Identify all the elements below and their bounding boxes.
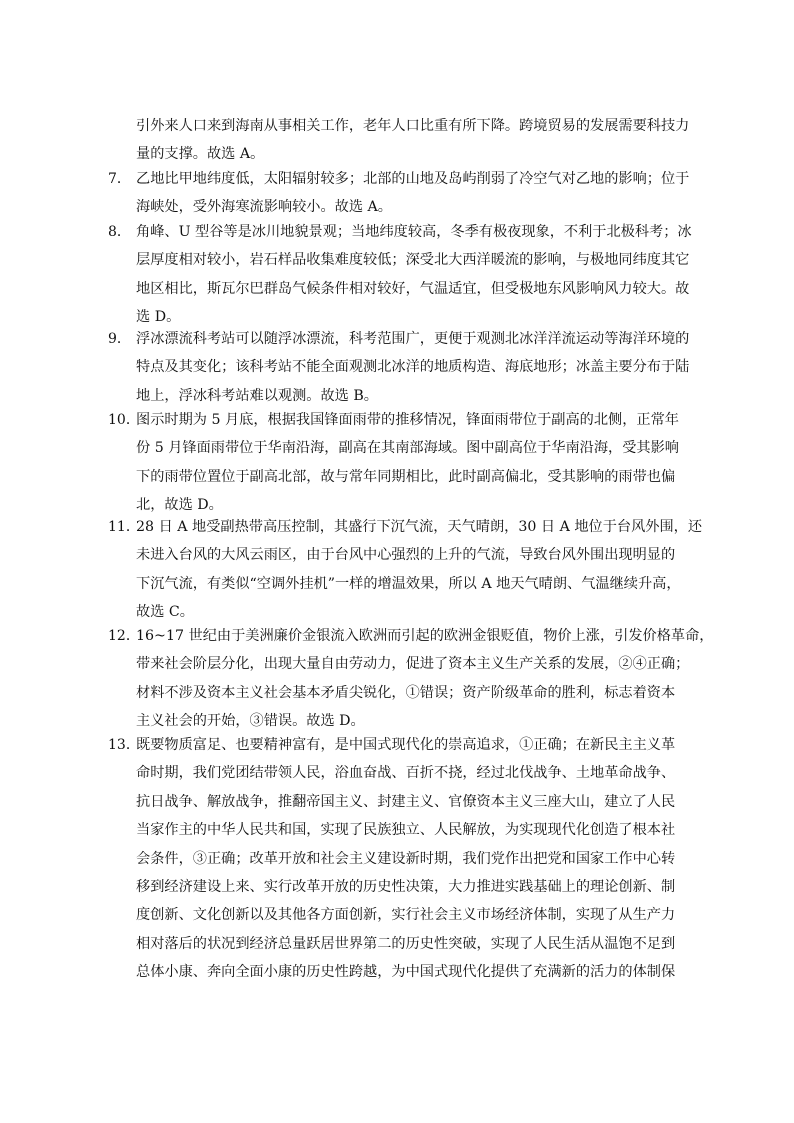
- item-number: 11．: [108, 519, 140, 535]
- text-line: 既要物质富足、也要精神富有，是中国式现代化的崇高追求，①正确；在新民主主义革: [136, 737, 676, 753]
- item-number: 9．: [108, 331, 131, 347]
- answer-body: [108, 112, 688, 169]
- answer-body: [108, 218, 692, 332]
- text-line: 乙地比甲地纬度低，太阳辐射较多；北部的山地及岛屿削弱了冷空气对乙地的影响；位于: [136, 171, 690, 187]
- item-number: 13．: [108, 737, 140, 753]
- text-line: 份 5 月锋面雨带位于华南沿海，副高在其南部海域。图中副高位于华南沿海，受其影响: [136, 440, 679, 457]
- answer-item-7: [108, 165, 688, 222]
- text-line: 抗日战争、解放战争，推翻帝国主义、封建主义、官僚资本主义三座大山，建立了人民: [136, 793, 676, 810]
- answer-item-13: [108, 731, 688, 987]
- text-line: 带来社会阶层分化，出现大量自由劳动力，促进了资本主义生产关系的发展，②④正确；: [136, 656, 690, 673]
- text-line: 16~17 世纪由于美洲廉价金银流入欧洲而引起的欧洲金银贬值，物价上涨，引发价格革命，: [136, 628, 714, 644]
- text-line: 图示时期为 5 月底，根据我国锋面雨带的推移情况，锋面雨带位于副高的北侧，正常年: [136, 412, 679, 428]
- text-line: 引外来人口来到海南从事相关工作，老年人口比重有所下降。跨境贸易的发展需要科技力: [136, 118, 690, 134]
- text-line: 浮冰漂流科考站可以随浮冰漂流，科考范围广，更便于观测北冰洋洋流运动等海洋环境的: [136, 331, 690, 347]
- answer-item-11: [108, 513, 703, 627]
- text-line: 移到经济建设上来、实行改革开放的历史性决策，大力推进实践基础上的理论创新、制: [136, 878, 676, 895]
- text-line: 下沉气流，有类似“空调外挂机”一样的增温效果，所以 A 地天气晴朗、气温继续升高，: [136, 575, 681, 592]
- text-line: 主义社会的开始，③错误。故选 D。: [136, 713, 365, 730]
- item-number: 12．: [108, 628, 140, 644]
- item-number: 7．: [108, 171, 131, 187]
- text-line: 度创新、文化创新以及其他各方面创新，实行社会主义市场经济体制，实现了从生产力: [136, 907, 676, 924]
- text-line: 特点及其变化；该科考站不能全面观测北冰洋的地质构造、海底地形；冰盖主要分布于陆: [136, 359, 690, 376]
- text-line: 命时期，我们党团结带领人民，浴血奋战、百折不挠，经过北伐战争、土地革命战争、: [136, 765, 676, 782]
- text-line: 会条件，③正确；改革开放和社会主义建设新时期，我们党作出把党和国家工作中心转: [136, 850, 676, 867]
- text-line: 28 日 A 地受副热带高压控制，其盛行下沉气流，天气晴朗，30 日 A 地位于台风外围，还: [136, 519, 703, 535]
- answer-item-continuation: [108, 112, 688, 169]
- text-line: 未进入台风的大风云雨区，由于台风中心强烈的上升的气流，导致台风外围出现明显的: [136, 547, 676, 564]
- answer-body: [108, 165, 688, 222]
- text-line: 总体小康、奔向全面小康的历史性跨越，为中国式现代化提供了充满新的活力的体制保: [136, 964, 676, 981]
- answer-item-10: [108, 406, 688, 520]
- answer-item-12: [108, 622, 714, 736]
- answer-body: [108, 731, 688, 987]
- text-line: 当家作主的中华人民共和国，实现了民族独立、人民解放，为实现现代化创造了根本社: [136, 822, 676, 839]
- answer-body: [108, 513, 703, 627]
- text-line: 故选 C。: [136, 604, 194, 621]
- answer-item-9: [108, 325, 688, 410]
- item-number: 8．: [108, 224, 131, 240]
- text-line: 地上，浮冰科考站难以观测。故选 B。: [136, 387, 378, 404]
- text-line: 下的雨带位置位于副高北部，故与常年同期相比，此时副高偏北，受其影响的雨带也偏: [136, 468, 676, 485]
- text-line: 角峰、U 型谷等是冰川地貌景观；当地纬度较高，冬季有极夜现象，不利于北极科考；冰: [136, 224, 692, 240]
- text-line: 北，故选 D。: [136, 497, 223, 514]
- answer-body: [108, 622, 714, 736]
- text-line: 材料不涉及资本主义社会基本矛盾尖锐化，①错误；资产阶级革命的胜利，标志着资本: [136, 684, 676, 701]
- answer-item-8: [108, 218, 692, 332]
- answer-body: [108, 325, 688, 410]
- text-line: 层厚度相对较小，岩石样品收集难度较低；深受北大西洋暖流的影响，与极地同纬度其它: [136, 252, 690, 269]
- text-line: 量的支撑。故选 A。: [136, 146, 265, 163]
- text-line: 海峡处，受外海寒流影响较小。故选 A。: [136, 199, 392, 216]
- text-line: 选 D。: [136, 309, 181, 326]
- item-number: 10．: [108, 412, 140, 428]
- text-line: 地区相比，斯瓦尔巴群岛气候条件相对较好，气温适宜，但受极地东风影响风力较大。故: [136, 280, 690, 297]
- text-line: 相对落后的状况到经济总量跃居世界第二的历史性突破，实现了人民生活从温饱不足到: [136, 935, 676, 952]
- answer-body: [108, 406, 688, 520]
